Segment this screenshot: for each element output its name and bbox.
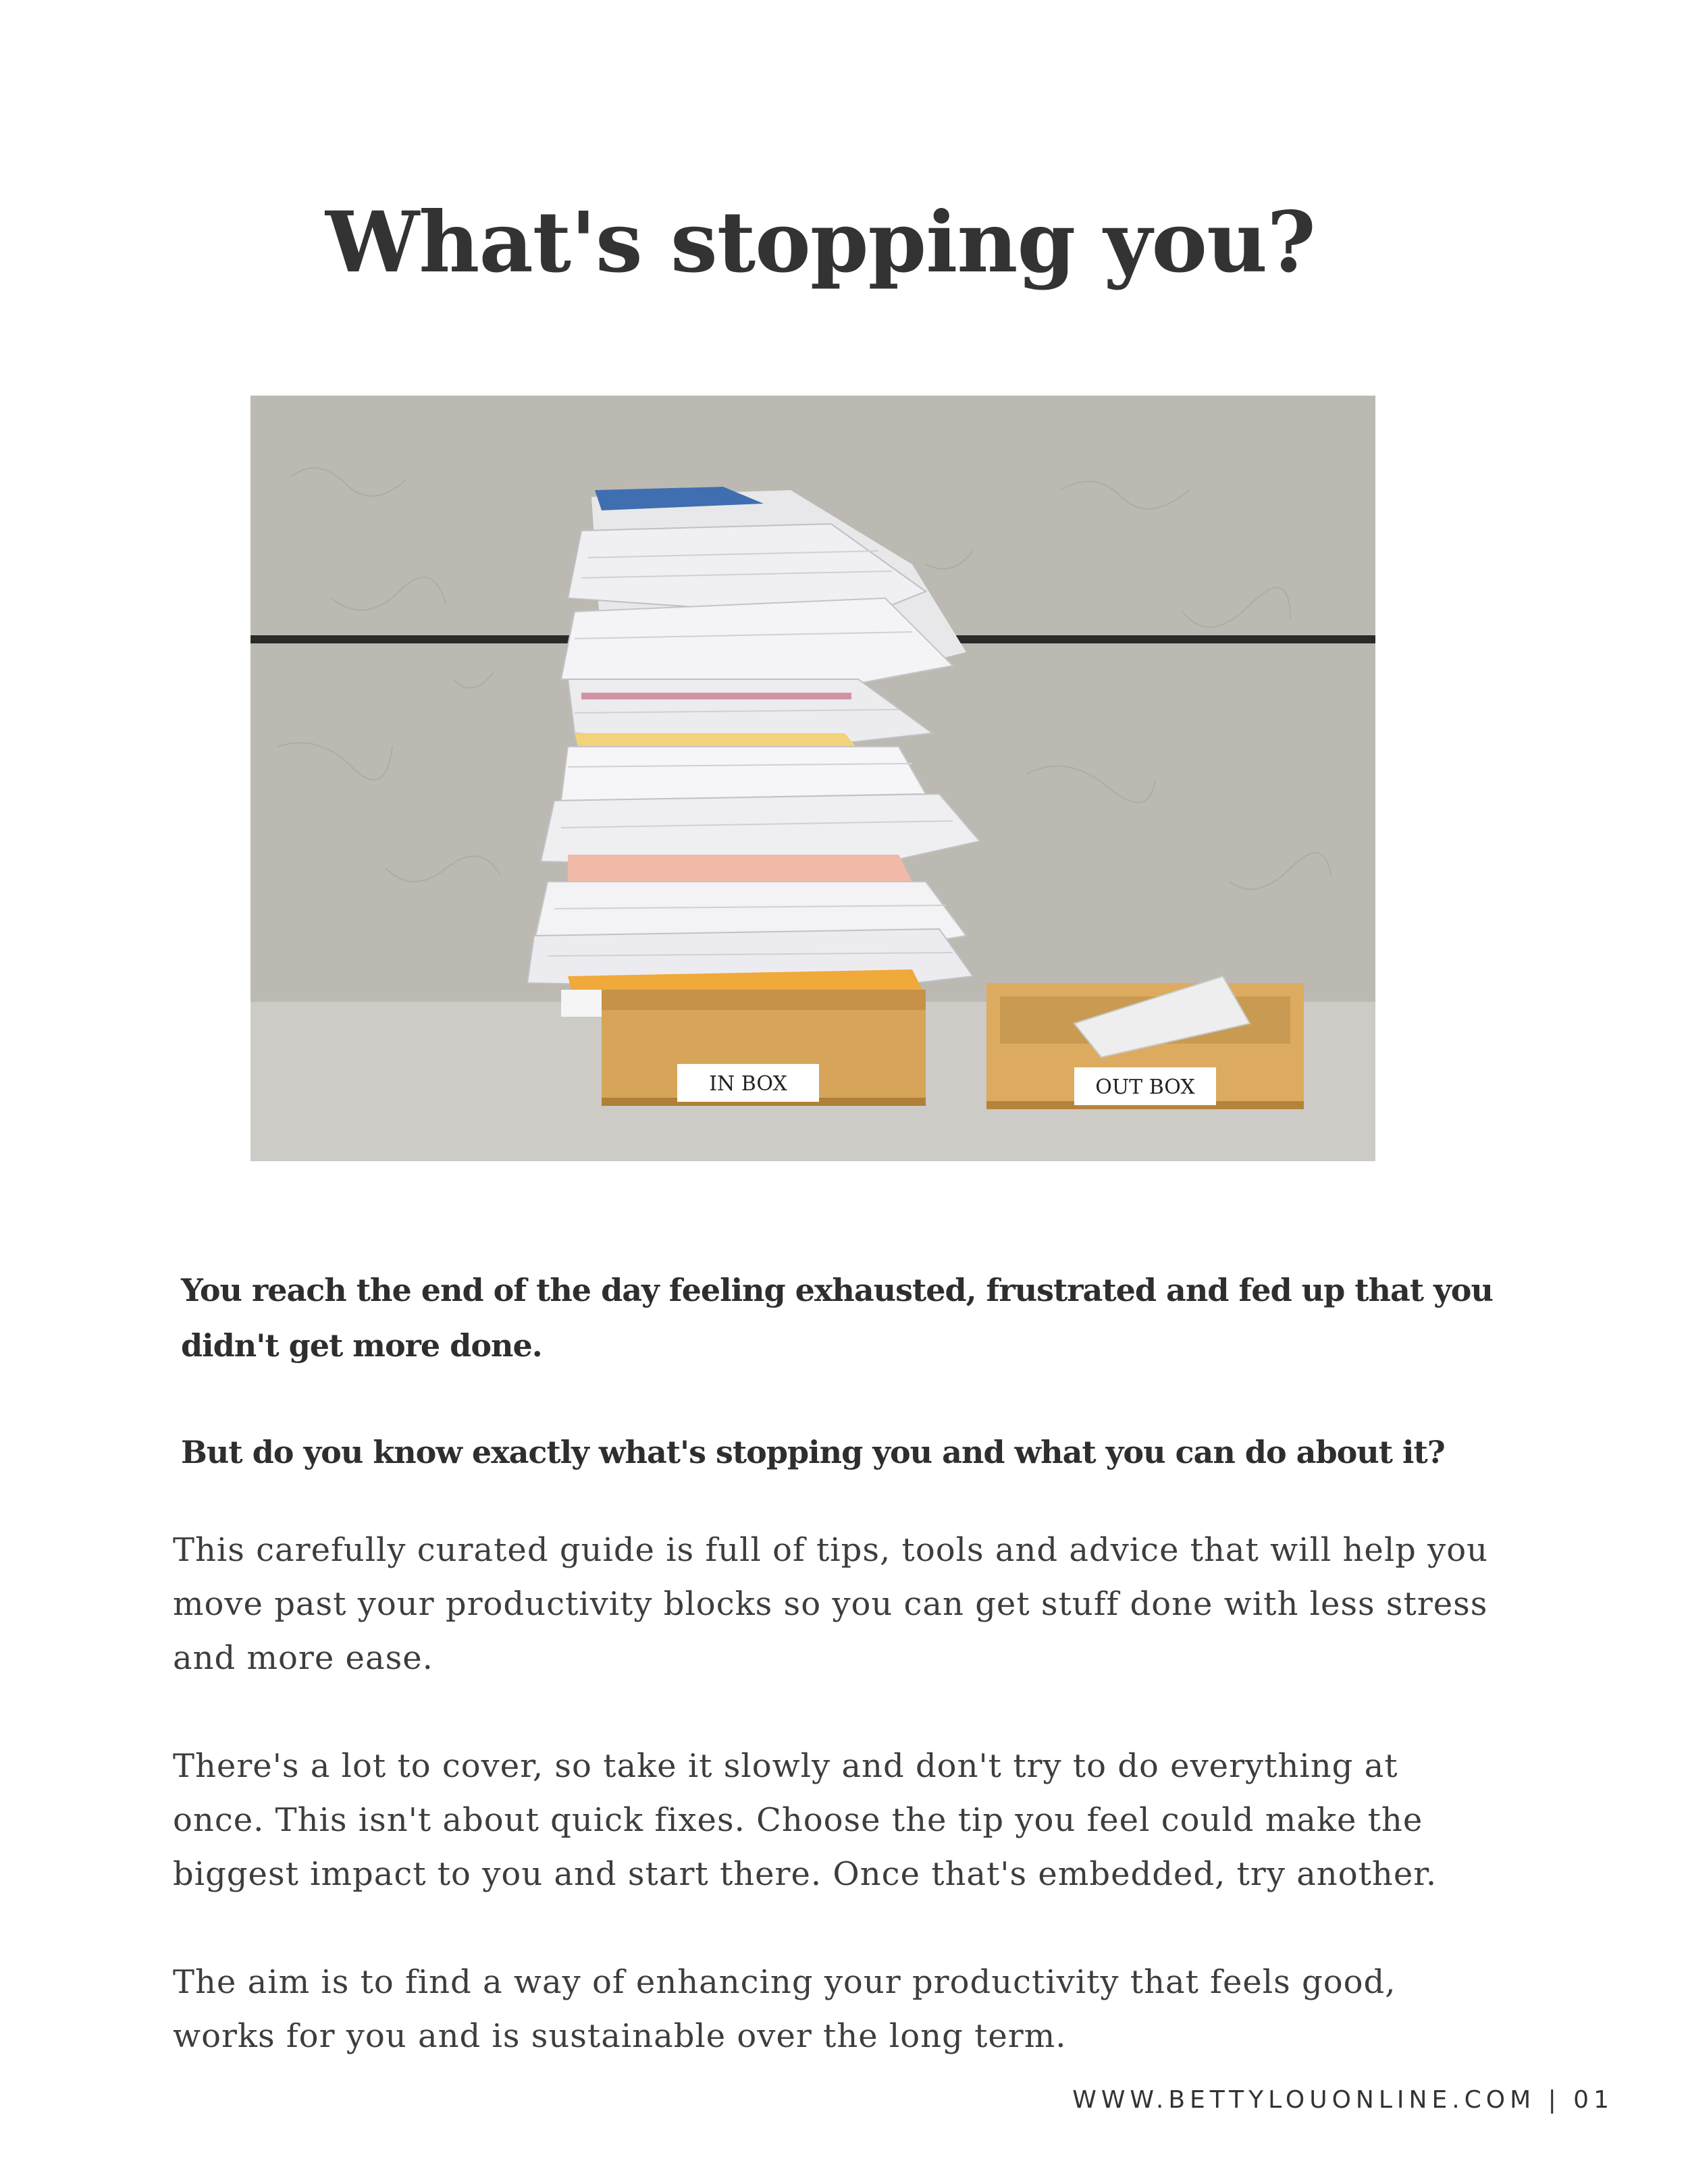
- page-footer: WWW.BETTYLOUONLINE.COM | 01: [1072, 2086, 1614, 2114]
- body-paragraph-2: There's a lot to cover, so take it slowly and don't try to do everything at once. This isn't about quick fixes. Choose the tip you feel could make the biggest impact to you and start there. Once that's embedded, try another.: [173, 1747, 1438, 1893]
- in-box-label: IN BOX: [709, 1072, 787, 1096]
- lead-paragraph-2: But do you know exactly what's stopping you and what you can do about it?: [181, 1434, 1445, 1470]
- body-paragraph-1: This carefully curated guide is full of tips, tools and advice that will help you move past your productivity blocks so you can get stuff done with less stress and more ease.: [173, 1531, 1489, 1677]
- body-paragraph-3: The aim is to find a way of enhancing your productivity that feels good, works for you and is sustainable over the long term.: [173, 1963, 1396, 2055]
- page-title: What's stopping you?: [325, 194, 1315, 292]
- lead-paragraph-1: You reach the end of the day feeling exhausted, frustrated and fed up that you didn't get more done.: [181, 1272, 1493, 1364]
- paper-stack-photo: [250, 396, 1375, 1161]
- out-box-label: OUT BOX: [1095, 1075, 1195, 1099]
